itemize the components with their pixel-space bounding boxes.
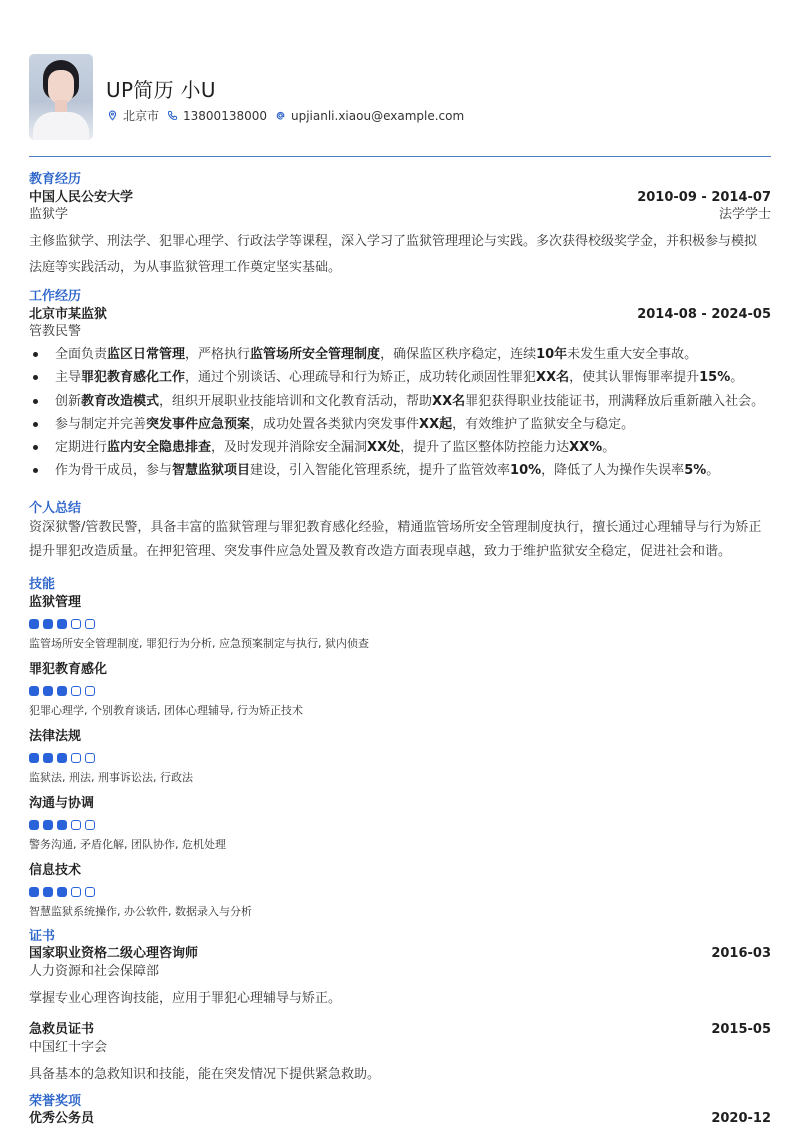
avatar-photo xyxy=(29,54,93,140)
empty-dot-icon xyxy=(85,686,95,696)
certificate-desc: 掌握专业心理咨询技能，应用于罪犯心理辅导与矫正。 xyxy=(29,991,342,1006)
skill-description: 犯罪心理学, 个别教育谈话, 团体心理辅导, 行为矫正技术 xyxy=(29,704,303,717)
filled-dot-icon xyxy=(57,686,67,696)
certificate-desc: 具备基本的急救知识和技能，能在突发情况下提供紧急救助。 xyxy=(29,1067,381,1082)
skill-name: 监狱管理 xyxy=(29,595,82,610)
skill-description: 监管场所安全管理制度, 罪犯行为分析, 应急预案制定与执行, 狱内侦查 xyxy=(29,637,369,650)
skill-name: 沟通与协调 xyxy=(29,796,95,811)
skill-level-rating xyxy=(29,887,771,897)
phone-icon xyxy=(167,110,178,121)
certificate-name: 急救员证书 xyxy=(29,1022,95,1037)
contact-phone xyxy=(167,109,267,123)
header-divider xyxy=(29,156,771,157)
certificates-section xyxy=(29,928,771,1083)
certificate-issuer: 人力资源和社会保障部 xyxy=(29,964,160,979)
education-dates: 2010-09 - 2014-07 xyxy=(637,190,771,205)
empty-dot-icon xyxy=(71,820,81,830)
skills-list xyxy=(29,594,771,919)
work-bullet: 参与制定并完善突发事件应急预案，成功处置各类狱内突发事件XX起，有效维护了监狱安全与稳定。 xyxy=(29,413,771,436)
education-section xyxy=(29,171,771,281)
skill-item xyxy=(29,728,771,785)
education-description: 主修监狱学、刑法学、犯罪心理学、行政法学等课程，深入学习了监狱管理理论与实践。多次获得校级奖学金，并积极参与模拟 法庭等实践活动，为从事监狱管理工作奠定坚实基础。 xyxy=(29,234,758,275)
certificate-date: 2016-03 xyxy=(711,946,771,961)
company-name: 北京市某监狱 xyxy=(29,307,108,322)
filled-dot-icon xyxy=(43,619,53,629)
honor-date: 2020-12 xyxy=(711,1111,771,1126)
empty-dot-icon xyxy=(85,887,95,897)
filled-dot-icon xyxy=(43,887,53,897)
certificate-date: 2015-05 xyxy=(711,1022,771,1037)
skill-item xyxy=(29,594,771,651)
work-bullet: 创新教育改造模式，组织开展职业技能培训和文化教育活动，帮助XX名罪犯获得职业技能证书，刑满释放后重新融入社会。 xyxy=(29,390,771,413)
skill-name: 法律法规 xyxy=(29,729,82,744)
empty-dot-icon xyxy=(85,619,95,629)
filled-dot-icon xyxy=(29,753,39,763)
summary-text: 资深狱警/管教民警，具备丰富的监狱管理与罪犯教育感化经验，精通监管场所安全管理制度执行，擅长通过心理辅导与行为矫正 提升罪犯改造质量。在押犯管理、突发事件应急处置及教育改造方面表现卓越，致力于维护监狱安全稳定，促进社会和谐。 xyxy=(29,520,762,559)
honor-name: 优秀公务员 xyxy=(29,1111,95,1126)
certificate-item xyxy=(29,945,771,1007)
empty-dot-icon xyxy=(71,686,81,696)
email-text: upjianli.xiaou@example.com xyxy=(291,108,465,123)
skill-name: 信息技术 xyxy=(29,863,82,878)
certificate-item xyxy=(29,1021,771,1083)
section-title: 个人总结 xyxy=(29,501,82,516)
empty-dot-icon xyxy=(71,887,81,897)
major: 监狱学 xyxy=(29,207,69,222)
empty-dot-icon xyxy=(71,619,81,629)
skill-item xyxy=(29,795,771,852)
skill-item xyxy=(29,862,771,919)
section-title: 教育经历 xyxy=(29,172,82,187)
section-title: 工作经历 xyxy=(29,289,82,304)
filled-dot-icon xyxy=(57,820,67,830)
filled-dot-icon xyxy=(29,686,39,696)
skill-name: 罪犯教育感化 xyxy=(29,662,108,677)
filled-dot-icon xyxy=(57,887,67,897)
degree: 法学学士 xyxy=(718,207,771,222)
contact-info xyxy=(107,107,472,124)
section-title: 技能 xyxy=(29,577,56,592)
location-text: 北京市 xyxy=(123,109,160,123)
work-dates: 2014-08 - 2024-05 xyxy=(637,307,771,322)
filled-dot-icon xyxy=(29,820,39,830)
skill-description: 警务沟通, 矛盾化解, 团队协作, 危机处理 xyxy=(29,838,226,851)
honors-section xyxy=(29,1093,771,1127)
certificate-issuer: 中国红十字会 xyxy=(29,1040,108,1055)
filled-dot-icon xyxy=(29,619,39,629)
work-bullet: 定期进行监内安全隐患排查，及时发现并消除安全漏洞XX处，提升了监区整体防控能力达XX%。 xyxy=(29,436,771,459)
contact-email xyxy=(275,109,464,123)
skill-level-rating xyxy=(29,619,771,629)
skill-description: 监狱法, 刑法, 刑事诉讼法, 行政法 xyxy=(29,771,193,784)
work-bullet: 主导罪犯教育感化工作，通过个别谈话、心理疏导和行为矫正，成功转化顽固性罪犯XX名，使其认罪悔罪率提升15%。 xyxy=(29,366,771,389)
filled-dot-icon xyxy=(43,753,53,763)
filled-dot-icon xyxy=(29,887,39,897)
location-icon xyxy=(107,110,118,121)
skill-level-rating xyxy=(29,686,771,696)
skills-section xyxy=(29,576,771,919)
empty-dot-icon xyxy=(71,753,81,763)
filled-dot-icon xyxy=(57,619,67,629)
email-icon xyxy=(275,110,286,121)
work-bullet: 全面负责监区日常管理，严格执行监管场所安全管理制度，确保监区秩序稳定，连续10年未发生重大安全事故。 xyxy=(29,343,771,366)
work-bullets xyxy=(29,343,771,483)
section-title: 证书 xyxy=(29,929,56,944)
section-title: 荣誉奖项 xyxy=(29,1094,82,1109)
filled-dot-icon xyxy=(43,686,53,696)
empty-dot-icon xyxy=(85,753,95,763)
job-position: 管教民警 xyxy=(29,324,82,339)
certificate-name: 国家职业资格二级心理咨询师 xyxy=(29,946,199,961)
skill-level-rating xyxy=(29,753,771,763)
phone-text: 13800138000 xyxy=(183,108,267,123)
skill-level-rating xyxy=(29,820,771,830)
filled-dot-icon xyxy=(57,753,67,763)
summary-section xyxy=(29,500,771,564)
school-name: 中国人民公安大学 xyxy=(29,190,134,205)
candidate-name: UP简历 小U xyxy=(106,78,216,102)
skill-description: 智慧监狱系统操作, 办公软件, 数据录入与分析 xyxy=(29,905,252,918)
work-section xyxy=(29,288,771,483)
skill-item xyxy=(29,661,771,718)
empty-dot-icon xyxy=(85,820,95,830)
contact-location xyxy=(107,107,159,124)
resume-header xyxy=(29,54,771,142)
filled-dot-icon xyxy=(43,820,53,830)
work-bullet: 作为骨干成员，参与智慧监狱项目建设，引入智能化管理系统，提升了监管效率10%，降低了人为操作失误率5%。 xyxy=(29,459,771,482)
